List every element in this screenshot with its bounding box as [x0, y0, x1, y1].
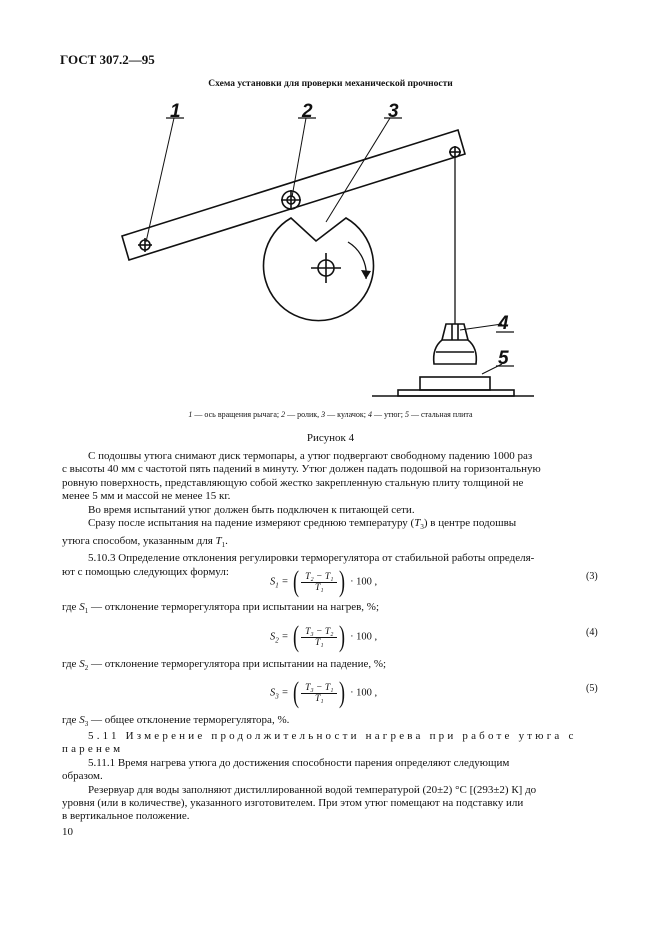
page-number: 10	[62, 826, 73, 838]
base-platform	[398, 390, 514, 396]
section-5-10-3: 5.10.3 Определение отклонения регулировки терморегулятора от стабильной работы определя-	[88, 552, 535, 565]
figure-number: Рисунок 4	[306, 432, 355, 444]
callout-3: 3	[388, 101, 399, 122]
paragraph-temperature: Сразу после испытания на падение измеряют среднюю температуру $(T_3)$ в центре подошвы	[88, 517, 517, 532]
formula-4: $S_2$ = ( $\frac{\text{T₃ − T₂}}{\text{T₁}}$ ) · 100 ,	[270, 620, 378, 653]
figure-caption: 1 — ось вращения рычага; 2 — ролик, 3 — кулачок; 4 — утюг; 5 — стальная плита	[188, 410, 473, 419]
callout-1: 1	[170, 101, 181, 122]
figure-title: Схема установки для проверки механической прочности	[208, 79, 453, 89]
mechanical-test-diagram	[110, 96, 550, 406]
document-header: ГОСТ 307.2—95	[60, 52, 155, 67]
steel-plate-5	[420, 377, 490, 390]
section-5-11-heading: 5.11 Измерение продолжительности нагрева при работе утюга с	[88, 730, 577, 742]
section-5-11: 5.11 Измерение продолжительности нагрева при работе утюга с паренем 5.11.1 Время нагрева утюга до достижения способности парения определяют следующим образом. Резервуар для воды заполняют дистиллированной водой температурой (20±2) °С [(293±2) К] до уровня (или в количестве), указанного изготовителем. При этом утюг помещают на подставку или в вертикальное положение.	[62, 730, 600, 824]
lever-arm	[122, 130, 465, 260]
where-s1: где $S_1$ — отклонение терморегулятора при испытании на нагрев, %;	[62, 601, 380, 616]
equation-number-3: (3)	[586, 571, 598, 582]
section-5-11-1: 5.11.1 Время нагрева утюга до достижения способности парения определяют следующим	[88, 756, 510, 769]
equation-number-5: (5)	[586, 683, 598, 694]
paragraph-power: Во время испытаний утюг должен быть подключен к питающей сети.	[88, 503, 415, 516]
formula-5: $S_3$ = ( $\frac{\text{T₃ − T₁}}{\text{T₁}}$ ) · 100 ,	[270, 676, 378, 709]
iron-4	[442, 324, 468, 340]
callout-5: 5	[498, 348, 509, 369]
where-s2: где $S_2$ — отклонение терморегулятора при испытании на падение, %;	[62, 658, 387, 673]
paragraph-drop-test: С подошвы утюга снимают диск термопары, а утюг подвергают свободному падению 1000 раз с высоты 40 мм с частотой пять падений в минуту. Утюг должен падать подошвой на горизонтальную ровную поверхность, представляющую собой жестко закрепленную стальную плиту толщиной не менее 5 мм и массой не менее 15 кг. Во время испытаний утюг должен быть подключен к питающей сети. Сразу после испытания на падение измеряют среднюю температуру $(T_3)$ в центре подошвы утюга способом, указанным для $T_1$. 5.10.3 Определение отклонения регулировки терморегулятора от стабильной работы определя- ют с помощью следующих формул:	[62, 450, 600, 579]
where-s3: где $S_3$ — общее отклонение терморегулятора, %.	[62, 714, 290, 729]
callout-2: 2	[302, 101, 313, 122]
formula-3: $S_1$ = ( $\frac{\text{T₂ − T₁}}{\text{T₁}}$ ) · 100 ,	[270, 565, 378, 598]
equation-number-4: (4)	[586, 627, 598, 638]
callout-4: 4	[498, 313, 509, 334]
paragraph-reservoir: Резервуар для воды заполняют дистиллированной водой температурой (20±2) °С [(293±2) К] до	[88, 783, 537, 796]
